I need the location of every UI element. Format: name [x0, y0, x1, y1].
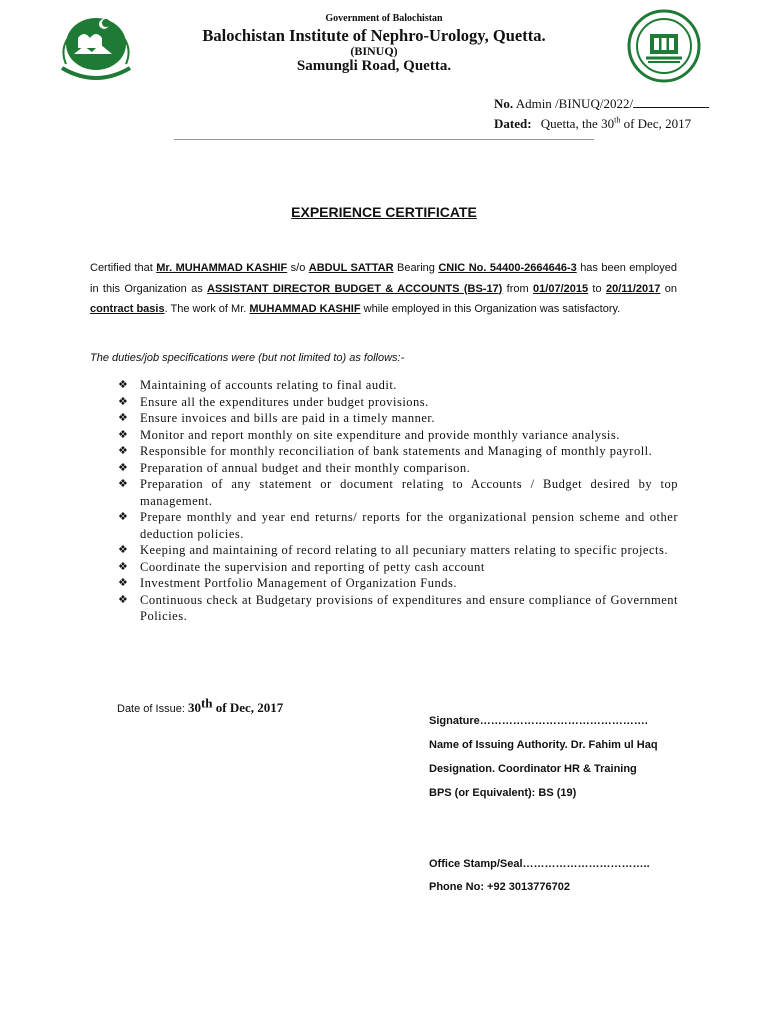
- institute-address: Samungli Road, Quetta.: [296, 58, 452, 74]
- institute-seal-icon: [626, 8, 702, 84]
- list-item: [118, 394, 678, 411]
- diamond-bullet-icon: ❖: [118, 544, 129, 556]
- employment-basis: contract basis: [90, 303, 165, 315]
- issue-label: Date of Issue:: [117, 703, 188, 715]
- list-item: [118, 509, 678, 542]
- position-title: ASSISTANT DIRECTOR BUDGET & ACCOUNTS (BS-17): [207, 282, 503, 295]
- diamond-bullet-icon: ❖: [118, 577, 129, 589]
- office-stamp-line: Office Stamp/Seal……………………………..: [429, 858, 650, 870]
- start-date: 01/07/2015: [533, 282, 589, 295]
- certificate-title: EXPERIENCE CERTIFICATE: [291, 204, 477, 220]
- duty-text: Maintaining of accounts relating to final audit.: [140, 378, 397, 392]
- diamond-bullet-icon: ❖: [118, 395, 129, 408]
- issuing-authority: Name of Issuing Authority. Dr. Fahim ul Haq: [429, 739, 658, 751]
- list-item: [118, 592, 678, 625]
- diamond-bullet-icon: ❖: [118, 445, 129, 457]
- duty-text: Ensure all the expenditures under budget provisions.: [140, 394, 429, 409]
- body-text: Bearing: [393, 262, 439, 274]
- diamond-bullet-icon: ❖: [118, 511, 129, 523]
- body-text: has been employed in this Organization as: [90, 262, 678, 295]
- body-text: s/o: [287, 262, 309, 274]
- dated-label: Dated:: [494, 116, 532, 131]
- government-line: Government of Balochistan: [325, 13, 443, 24]
- phone-number: Phone No: +92 3013776702: [429, 881, 570, 893]
- duty-text: Preparation of annual budget and their monthly comparison.: [140, 460, 471, 475]
- reference-number: [494, 95, 709, 112]
- duty-text: Preparation of any statement or document relating to Accounts / Budget desired by top management.: [140, 477, 678, 508]
- list-item: [118, 377, 678, 394]
- reference-label: No.: [494, 96, 514, 111]
- list-item: [118, 443, 678, 460]
- duty-text: Responsible for monthly reconciliation of bank statements and Managing of monthly payroll.: [140, 444, 653, 458]
- list-item: [118, 559, 678, 576]
- list-item: [118, 460, 678, 477]
- header-divider: [174, 139, 594, 140]
- certificate-paragraph: [90, 258, 677, 320]
- duty-text: Coordinate the supervision and reporting of petty cash account: [140, 559, 485, 574]
- body-text: on: [660, 282, 677, 295]
- dated-prefix: Quetta, the 30: [540, 116, 615, 131]
- list-item: [118, 476, 678, 509]
- dated-line: [494, 116, 691, 132]
- diamond-bullet-icon: ❖: [118, 560, 129, 573]
- institute-abbreviation: (BINUQ): [350, 44, 398, 58]
- signature-line: Signature……………………………………….: [429, 715, 648, 727]
- list-item: [118, 575, 678, 592]
- issue-day: 30: [187, 700, 201, 715]
- list-item: [118, 410, 678, 427]
- reference-blank: [633, 95, 709, 108]
- diamond-bullet-icon: ❖: [118, 412, 129, 424]
- body-text: Certified that: [90, 262, 157, 274]
- reference-value: Admin /BINUQ/2022/: [515, 96, 634, 111]
- duties-intro: The duties/job specifications were (but not limited to) as follows:-: [90, 352, 405, 364]
- end-date: 20/11/2017: [605, 282, 661, 295]
- duty-text: Keeping and maintaining of record relating to all pecuniary matters relating to specific projects.: [140, 543, 668, 557]
- duty-text: Prepare monthly and year end returns/ reports for the organizational pension scheme and other deduction policies.: [140, 510, 678, 541]
- diamond-bullet-icon: ❖: [118, 379, 129, 391]
- diamond-bullet-icon: ❖: [118, 593, 129, 606]
- duties-list: [118, 377, 678, 625]
- dated-suffix: of Dec, 2017: [620, 116, 692, 131]
- father-name: ABDUL SATTAR: [308, 262, 394, 274]
- issue-rest: of Dec, 2017: [212, 700, 284, 715]
- cnic-number: CNIC No. 54400-2664646-3: [438, 262, 577, 274]
- body-text: to: [588, 282, 606, 295]
- duty-text: Continuous check at Budgetary provisions of expenditures and ensure compliance of Government Policies.: [140, 592, 678, 623]
- institute-name: Balochistan Institute of Nephro-Urology, Quetta.: [202, 26, 546, 45]
- duty-text: Investment Portfolio Management of Organization Funds.: [140, 576, 457, 590]
- dated-sup: th: [614, 115, 621, 125]
- list-item: [118, 542, 678, 559]
- date-of-issue: [117, 695, 284, 716]
- employee-name: MUHAMMAD KASHIF: [249, 303, 361, 315]
- designation: Designation. Coordinator HR & Training: [429, 763, 637, 775]
- issue-sup: th: [200, 695, 213, 711]
- diamond-bullet-icon: ❖: [118, 428, 129, 441]
- body-text: . The work of Mr.: [164, 303, 250, 315]
- list-item: [118, 427, 678, 444]
- duty-text: Monitor and report monthly on site expenditure and provide monthly variance analysis.: [140, 427, 620, 442]
- employee-name: Mr. MUHAMMAD KASHIF: [156, 262, 288, 274]
- bps-grade: BPS (or Equivalent): BS (19): [429, 787, 577, 799]
- diamond-bullet-icon: ❖: [118, 478, 129, 490]
- body-text: while employed in this Organization was satisfactory.: [360, 303, 621, 315]
- diamond-bullet-icon: ❖: [118, 461, 129, 474]
- duty-text: Ensure invoices and bills are paid in a timely manner.: [140, 411, 435, 425]
- body-text: from: [502, 282, 534, 295]
